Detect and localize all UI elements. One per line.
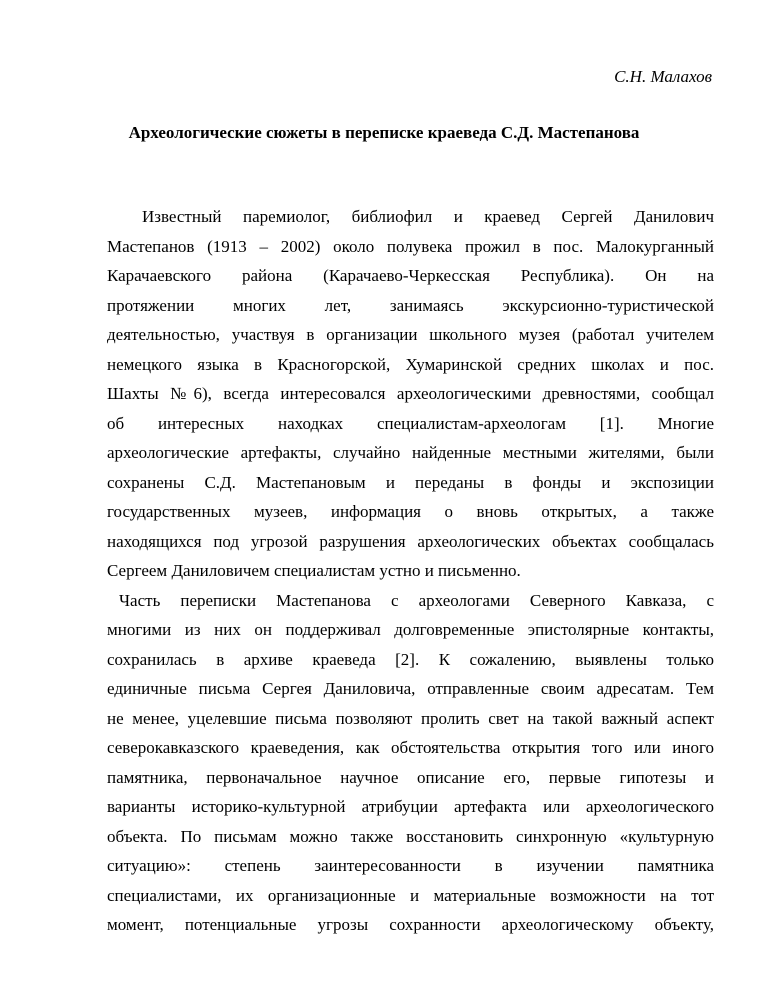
text-line: единичные письма Сергея Даниловича, отправленные своим адресатам. Тем xyxy=(107,679,714,698)
text-line: ситуацию»: степень заинтересованности в изучении памятника xyxy=(107,856,714,875)
text-line: специалистами, их организационные и материальные возможности на тот xyxy=(107,885,714,905)
paragraph xyxy=(107,202,714,586)
text-line: археологические артефакты, случайно найденные местными жителями, были xyxy=(107,443,714,462)
text-line: деятельностью, участвуя в организации школьного музея (работал учителем xyxy=(107,325,714,344)
text-line: Известный паремиолог, библиофил и краевед Сергей Данилович xyxy=(142,207,714,226)
paragraph xyxy=(107,586,714,940)
text-line: сохранилась в архиве краеведа [2]. К сожалению, выявлены только xyxy=(107,649,714,669)
text-line: государственных музеев, информация о вновь открытых, а также xyxy=(107,502,714,521)
text-line: Карачаевского района (Карачаево-Черкесская Республика). Он на xyxy=(107,266,714,285)
text-line: немецкого языка в Красногорской, Хумаринской средних школах и пос. xyxy=(107,354,714,374)
article-title: Археологические сюжеты в переписке краеведа С.Д. Мастепанова xyxy=(128,123,640,142)
text-line: не менее, уцелевшие письма позволяют пролить свет на такой важный аспект xyxy=(107,708,714,728)
text-line: момент, потенциальные угрозы сохранности археологическому объекту, xyxy=(107,915,714,934)
text-line: об интересных находках специалистам-археологам [1]. Многие xyxy=(107,413,714,433)
text-line: Сергеем Даниловичем специалистам устно и письменно. xyxy=(107,561,521,580)
text-line: протяжении многих лет, занимаясь экскурсионно-туристической xyxy=(107,295,714,315)
text-line: объекта. По письмам можно также восстановить синхронную «культурную xyxy=(107,826,714,846)
text-line: Шахты №6), всегда интересовался археологическими древностями, сообщал xyxy=(107,384,714,403)
text-line: варианты историко-культурной атрибуции артефакта или археологического xyxy=(107,797,714,816)
text-line: памятника, первоначальное научное описание его, первые гипотезы и xyxy=(107,767,714,787)
text-line: сохранены С.Д. Мастепановым и переданы в фонды и экспозиции xyxy=(107,472,714,492)
text-line: многими из них он поддерживал долговременные эпистолярные контакты, xyxy=(107,620,714,639)
text-line: Мастепанов (1913 – 2002) около полувека прожил в пос. Малокурганный xyxy=(107,236,714,256)
text-line: Часть переписки Мастепанова с археологами Северного Кавказа, с xyxy=(119,590,714,610)
text-line: северокавказского краеведения, как обстоятельства открытия того или иного xyxy=(107,738,714,757)
text-line: находящихся под угрозой разрушения археологических объектах сообщалась xyxy=(107,531,714,551)
author-name: С.Н. Малахов xyxy=(614,67,712,86)
article-body xyxy=(107,202,714,940)
